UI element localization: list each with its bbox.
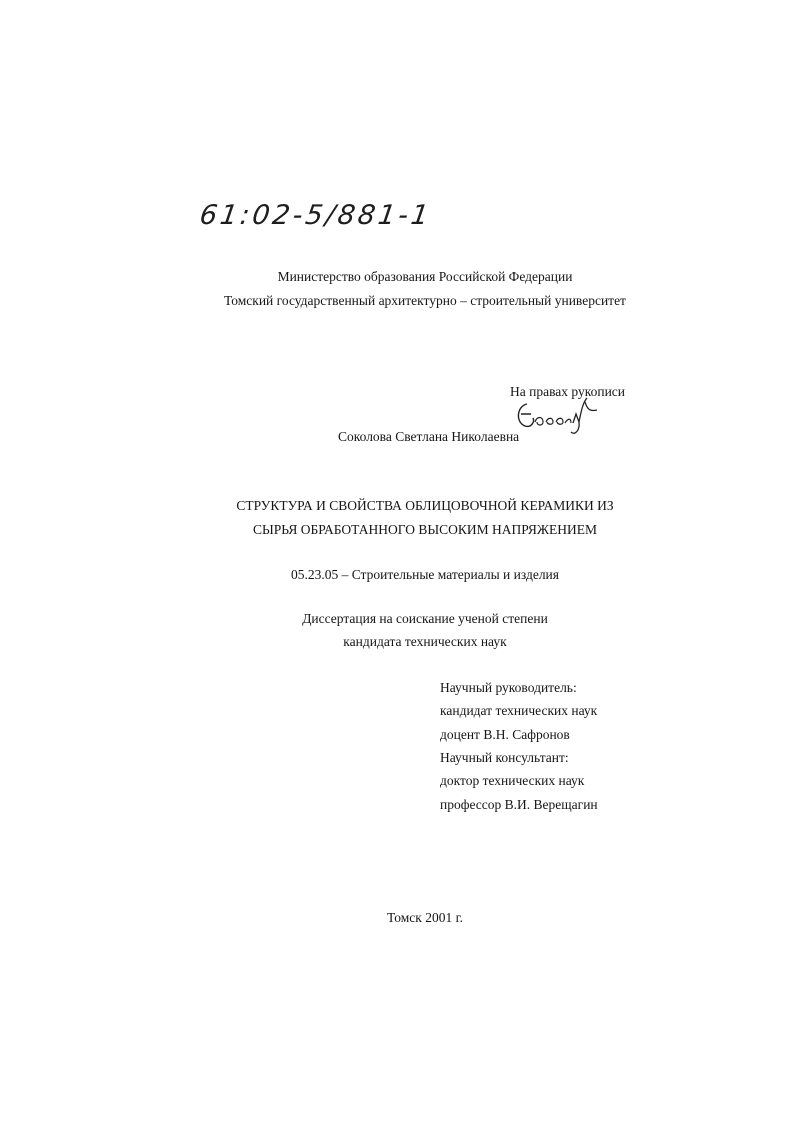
handwritten-catalog-number: 61:02-5/881-1 <box>197 200 434 231</box>
degree-statement-line-1: Диссертация на соискание ученой степени <box>302 611 548 626</box>
supervisor-degree: кандидат технических наук <box>440 703 598 718</box>
university-name: Томский государственный архитектурно – строительный университет <box>224 293 626 308</box>
consultant-label: Научный консультант: <box>440 750 569 765</box>
manuscript-rights-label: На правах рукописи <box>510 384 626 399</box>
dissertation-title-line-1: СТРУКТУРА И СВОЙСТВА ОБЛИЦОВОЧНОЙ КЕРАМИКИ ИЗ <box>236 498 614 513</box>
author-name: Соколова Светлана Николаевна <box>338 429 520 444</box>
dissertation-title-line-2: СЫРЬЯ ОБРАБОТАННОГО ВЫСОКИМ НАПРЯЖЕНИЕМ <box>253 522 597 537</box>
consultant-degree: доктор технических наук <box>440 773 585 788</box>
degree-statement-line-2: кандидата технических наук <box>343 634 507 649</box>
city-year: Томск 2001 г. <box>387 910 463 925</box>
ministry-name: Министерство образования Российской Федерации <box>277 269 573 284</box>
supervisor-name: доцент В.Н. Сафронов <box>440 727 570 742</box>
specialty-code: 05.23.05 – Строительные материалы и изделия <box>290 567 559 582</box>
handwritten-signature <box>513 392 603 438</box>
supervisor-label: Научный руководитель: <box>440 680 577 695</box>
consultant-name: профессор В.И. Верещагин <box>440 797 598 812</box>
